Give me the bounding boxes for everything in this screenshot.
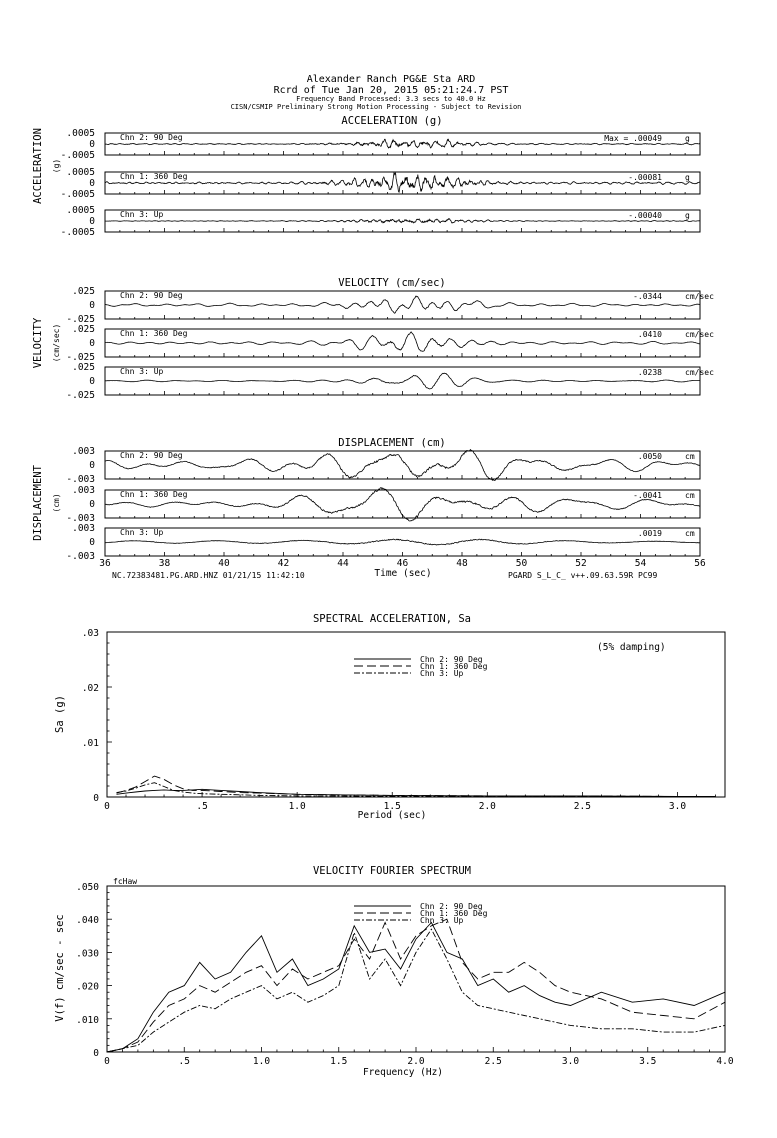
record-id: NC.72383481.PG.ARD.HNZ 01/21/15 11:42:10 (112, 571, 305, 580)
fs-legend-label: Chn 2: 90 Deg (420, 902, 483, 911)
ts0-chn1-trace (105, 173, 700, 192)
ts0-chn1-channel-label: Chn 1: 360 Deg (120, 172, 188, 181)
acceleration-panel-chn2 (61, 128, 700, 161)
sa-xtick-label: 2.0 (478, 801, 496, 812)
ts2-chn3-trace (105, 539, 700, 545)
fs-xtick-label: 4.0 (716, 1056, 734, 1067)
ts0-chn2-ytick-bot: -.0005 (60, 150, 95, 161)
velocity-units: (cm/sec) (52, 323, 61, 363)
ts2-chn2-max-unit: cm (685, 452, 695, 461)
velocity-title: VELOCITY (cm/sec) (338, 277, 446, 289)
sa-xtick-label: 0 (104, 801, 110, 812)
ts0-chn3-trace (105, 219, 700, 223)
sa-ylabel: Sa (g) (54, 695, 66, 733)
velocity-panel-chn1 (66, 324, 714, 363)
ts2-chn3-max-unit: cm (685, 529, 695, 538)
sa-title: SPECTRAL ACCELERATION, Sa (312, 613, 472, 625)
ts2-chn3-ytick-top: .003 (72, 523, 95, 534)
record-header (231, 74, 522, 111)
sa-legend (354, 655, 488, 678)
acceleration-panel-chn1 (61, 167, 700, 200)
ts0-chn3-max-value: -.00040 (628, 211, 662, 220)
time-tick-label: 44 (337, 558, 349, 569)
ts1-chn1-max-value: .0410 (637, 330, 662, 339)
fs-ytick-label: .030 (76, 948, 99, 960)
fs-legend (354, 902, 488, 925)
processing-note: CISN/CSMIP Preliminary Strong Motion Processing - Subject to Revision (230, 103, 522, 111)
sa-plot-frame (107, 632, 725, 797)
processing-version: PGARD S_L_C_ v++.09.63.59R PC99 (508, 571, 658, 580)
ts2-chn1-max-value: -.0041 (633, 491, 662, 500)
displacement-panel-chn2 (66, 446, 700, 485)
fs-ytick-label: 0 (93, 1048, 99, 1059)
ts1-chn2-max-unit: cm/sec (685, 292, 714, 301)
fs-ytick-label: .040 (76, 915, 99, 927)
displacement-panel-chn1 (66, 485, 700, 524)
ts0-chn3-channel-label: Chn 3: Up (120, 210, 164, 219)
ts1-chn1-max-unit: cm/sec (685, 330, 714, 339)
station-name: Alexander Ranch PG&E Sta ARD (306, 74, 476, 85)
ts2-chn2-ytick-mid: 0 (89, 460, 95, 471)
ts1-chn1-channel-label: Chn 1: 360 Deg (120, 329, 188, 338)
acceleration-panel-chn3 (61, 205, 700, 238)
time-tick-label: 48 (456, 558, 468, 569)
ts0-chn3-ytick-bot: -.0005 (60, 227, 95, 238)
time-tick-label: 54 (634, 558, 647, 569)
velocity-panel-chn3 (66, 362, 714, 401)
ts0-chn1-ytick-bot: -.0005 (60, 189, 95, 200)
ts0-chn2-channel-label: Chn 2: 90 Deg (120, 133, 183, 142)
ts0-chn3-ytick-mid: 0 (89, 216, 95, 227)
displacement-units: (cm) (52, 493, 61, 513)
fs-title: VELOCITY FOURIER SPECTRUM (312, 865, 472, 877)
time-tick-label: 42 (277, 558, 290, 569)
ts2-chn1-ytick-top: .003 (72, 485, 95, 496)
record-time: Rcrd of Tue Jan 20, 2015 05:21:24.7 PST (273, 85, 509, 96)
ts1-chn2-max-value: -.0344 (633, 292, 662, 301)
time-tick-label: 38 (158, 558, 171, 569)
sa-xtick-label: 2.5 (573, 801, 591, 812)
fs-xtick-label: 2.0 (407, 1056, 425, 1067)
ts2-chn2-channel-label: Chn 2: 90 Deg (120, 451, 183, 460)
ts0-chn1-max-value: -.00081 (628, 173, 662, 182)
ts0-chn1-ytick-mid: 0 (89, 178, 95, 189)
sa-damping-note: (5% damping) (597, 642, 666, 653)
ts0-chn1-max-unit: g (685, 173, 690, 182)
ts1-chn1-trace (105, 332, 700, 351)
frequency-band: Frequency Band Processed: 3.3 secs to 40.0 Hz (296, 95, 486, 103)
ts2-chn1-ytick-mid: 0 (89, 499, 95, 510)
fs-xtick-label: 0 (104, 1056, 110, 1067)
sa-xtick-label: .5 (196, 801, 208, 812)
velocity-block (32, 277, 714, 401)
displacement-block (32, 437, 706, 580)
time-tick-label: 36 (99, 558, 111, 569)
velocity-panel-chn2 (66, 286, 714, 325)
sa-xtick-label: 1.0 (288, 801, 306, 812)
fs-corner-label: fcHaw (113, 877, 138, 886)
fs-ytick-label: .050 (76, 882, 99, 893)
ts1-chn3-ytick-mid: 0 (89, 376, 95, 387)
velocity-fourier-spectrum-chart (54, 865, 734, 1078)
sa-xtick-label: 1.5 (383, 801, 401, 812)
ts0-chn2-max-unit: g (685, 134, 690, 143)
ts1-chn3-trace (105, 373, 700, 389)
ts2-chn1-channel-label: Chn 1: 360 Deg (120, 490, 188, 499)
fs-series-0 (107, 923, 725, 1053)
sa-ytick-label: .03 (81, 628, 99, 639)
fs-ytick-label: .010 (76, 1014, 99, 1026)
ts2-chn3-max-value: .0019 (637, 529, 662, 538)
ts1-chn3-max-value: .0238 (637, 368, 662, 377)
ts1-chn2-ytick-top: .025 (72, 286, 95, 297)
ts0-chn3-ytick-top: .0005 (66, 205, 95, 216)
ts2-chn2-ytick-bot: -.003 (66, 474, 95, 485)
acceleration-title: ACCELERATION (g) (341, 115, 443, 127)
sa-xtick-label: 3.0 (668, 801, 687, 812)
sa-legend-label: Chn 1: 360 Deg (420, 662, 488, 671)
fs-legend-label: Chn 3: Up (420, 916, 464, 925)
fs-xtick-label: 1.0 (252, 1056, 271, 1067)
fs-xtick-label: 3.0 (561, 1056, 580, 1067)
ts2-chn3-ytick-bot: -.003 (66, 551, 95, 562)
fs-xtick-label: 1.5 (330, 1056, 348, 1067)
ts2-chn3-channel-label: Chn 3: Up (120, 528, 164, 537)
fs-ytick-label: .020 (76, 981, 99, 993)
ts1-chn3-ytick-bot: -.025 (66, 390, 95, 401)
fs-ylabel: V(f) cm/sec - sec (54, 914, 66, 1022)
ts2-chn1-max-unit: cm (685, 491, 695, 500)
acceleration-ylabel: ACCELERATION (32, 128, 44, 204)
fs-series-lines (107, 919, 725, 1052)
fs-legend-label: Chn 1: 360 Deg (420, 909, 488, 918)
acceleration-block (32, 115, 700, 238)
ts0-chn1-ytick-top: .0005 (66, 167, 95, 178)
sa-legend-label: Chn 2: 90 Deg (420, 655, 483, 664)
fs-plot-frame (107, 886, 725, 1052)
sa-ytick-label: .02 (81, 683, 99, 694)
ts1-chn2-ytick-mid: 0 (89, 300, 95, 311)
displacement-title: DISPLACEMENT (cm) (338, 437, 446, 449)
fs-series-2 (107, 929, 725, 1052)
time-tick-label: 46 (396, 558, 409, 569)
ts0-chn3-max-unit: g (685, 211, 690, 220)
displacement-ylabel: DISPLACEMENT (32, 465, 44, 541)
ts1-chn1-ytick-bot: -.025 (66, 352, 95, 363)
fs-xtick-label: 2.5 (484, 1056, 502, 1067)
ts1-chn3-channel-label: Chn 3: Up (120, 367, 164, 376)
displacement-panel-chn3 (66, 523, 700, 562)
ts1-chn2-channel-label: Chn 2: 90 Deg (120, 291, 183, 300)
ts1-chn3-max-unit: cm/sec (685, 368, 714, 377)
fs-xtick-label: .5 (178, 1056, 190, 1067)
ts0-chn2-max-value: Max = .00049 (604, 134, 662, 143)
ts1-chn1-ytick-mid: 0 (89, 338, 95, 349)
ts2-chn2-ytick-top: .003 (72, 446, 95, 457)
sa-xlabel: Period (sec) (357, 810, 427, 821)
sa-frame (82, 628, 725, 812)
ts1-chn1-ytick-top: .025 (72, 324, 95, 335)
time-tick-label: 56 (694, 558, 706, 569)
time-axis-label: Time (sec) (374, 568, 432, 579)
ts1-chn3-ytick-top: .025 (72, 362, 95, 373)
sa-ytick-label: .01 (81, 738, 99, 749)
sa-legend-label: Chn 3: Up (420, 669, 464, 678)
ts2-chn2-max-value: .0050 (637, 452, 662, 461)
time-tick-label: 52 (575, 558, 587, 569)
acceleration-units: (g) (52, 158, 61, 174)
spectral-acceleration-chart (54, 613, 725, 821)
time-tick-label: 40 (218, 558, 230, 569)
velocity-ylabel: VELOCITY (32, 317, 44, 369)
fs-xtick-label: 3.5 (639, 1056, 657, 1067)
fs-frame (76, 882, 734, 1067)
ts2-chn3-ytick-mid: 0 (89, 537, 95, 548)
time-tick-label: 50 (515, 558, 528, 569)
ts1-chn2-ytick-bot: -.025 (66, 314, 95, 325)
sa-series-lines (117, 776, 716, 796)
sa-ytick-label: 0 (93, 793, 99, 804)
ts2-chn1-ytick-bot: -.003 (66, 513, 95, 524)
ts0-chn2-ytick-mid: 0 (89, 139, 95, 150)
fs-xlabel: Frequency (Hz) (362, 1067, 444, 1078)
ts1-chn2-trace (105, 296, 700, 313)
ts0-chn2-ytick-top: .0005 (66, 128, 95, 139)
